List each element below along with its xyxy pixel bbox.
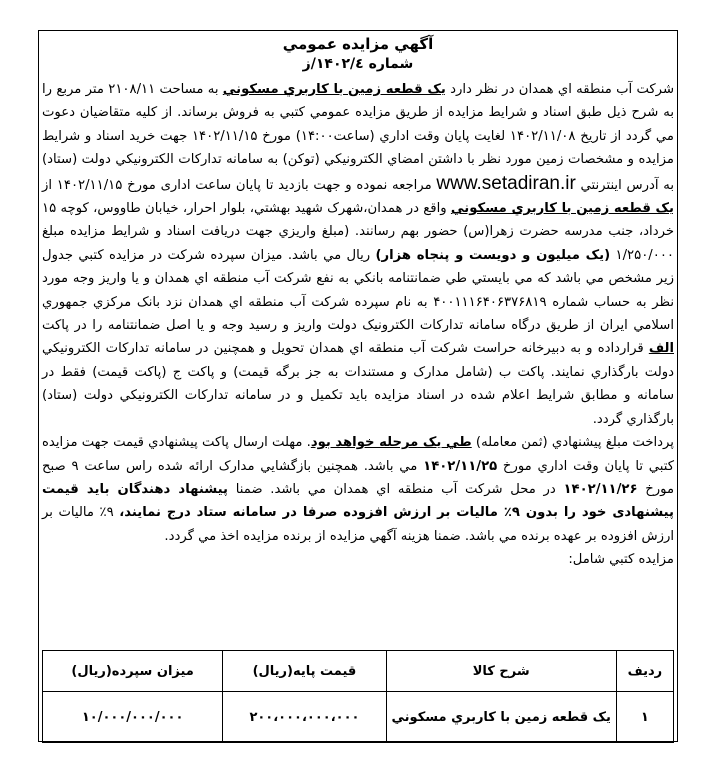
deadline-date: ۱۴۰۲/۱۱/۲۵ bbox=[423, 458, 498, 474]
fee-in-words: (يک ميليون و دويست و پنجاه هزار) bbox=[375, 247, 611, 263]
setad-website-link[interactable]: www.setadiran.ir bbox=[436, 172, 576, 194]
header-description: شرح کالا bbox=[386, 651, 616, 692]
cell-deposit: ۱۰/۰۰۰/۰۰۰/۰۰۰ bbox=[43, 692, 223, 743]
table-row bbox=[43, 692, 674, 743]
auction-table bbox=[42, 650, 674, 743]
table-header-row bbox=[43, 651, 674, 692]
notice-paragraph-payment: پرداخت مبلغ پيشنهادي (ثمن معامله) طي يک مرحله خواهد بود. مهلت ارسال پاکت پيشنهادي قيمت جهت مزايده کتبي تا پايان وقت اداري مورخ ۱۴۰۲/۱۱/۲۵ مي باشد. همچنين بازگشايي مدارک ارائه شده راس ساعت ۹ صبح مورخ ۱۴۰۲/۱۱/۲۶ در محل شرکت آب منطقه اي همدان مي باشد. ضمنا پيشنهاد دهندگان بايد قيمت پيشنهادی خود را بدون ۹٪ ماليات بر ارزش افزوده صرفا در سامانه ستاد درج نمايند، ۹٪ ماليات بر ارزش افزوده بر عهده برنده مي باشد. ضمنا هزينه آگهي مزايده از برنده مزايده اخذ مي گردد. bbox=[42, 435, 675, 544]
cell-description: يک قطعه زمين با کاربري مسکوني bbox=[386, 692, 616, 743]
notice-number: شماره ۱۴۰۲/٤/ز bbox=[302, 56, 414, 72]
auction-table-wrapper bbox=[42, 650, 674, 742]
cell-row-number: ۱ bbox=[616, 692, 673, 743]
header-base-price: قيمت پايه(ريال) bbox=[223, 651, 386, 692]
land-description-underlined-2: يک قطعه زمين با کاربري مسکوني bbox=[450, 201, 675, 217]
envelope-alef: الف bbox=[648, 341, 674, 357]
header-deposit: ميزان سپرده(ريال) bbox=[43, 651, 223, 692]
land-description-underlined: يک قطعه زمين با کاربري مسکوني bbox=[222, 82, 446, 97]
notice-paragraph-main: شرکت آب منطقه اي همدان در نظر دارد يک قطعه زمين با کاربري مسکوني به مساحت ۲۱۰۸/۱۱ متر مربع را به شرح ذيل طبق اسناد و شرايط مزايده از طريق مزايده عمومي کتبي به فروش برساند. از کليه متقاضيان دعوت مي گردد از تاريخ ۱۴۰۲/۱۱/۰۸ لغايت پايان وقت اداري (ساعت۱۴:۰۰) مورخ ۱۴۰۲/۱۱/۱۵ جهت خريد اسناد و شرايط مزايده و مشخصات زمين مورد نظر با داشتن امضاي الکترونيکي (توکن) به سامانه تدارکات الکترونيکي دولت (ستاد) به آدرس اينترنتي www.setadiran.ir مراجعه نموده و جهت بازديد تا پايان ساعت اداری مورخ ۱۴۰۲/۱۱/۱۵ از يک قطعه زمين با کاربري مسکوني واقع در همدان،شهرک شهيد بهشتي، بلوار احرار، خيابان طاووس، کوچه ۱۵ خرداد، جنب مدرسه حضرت زهرا(س) حضور بهم رسانند. (مبلغ واريزي جهت دريافت اسناد و شرايط مزايده مبلغ ۱/۲۵۰/۰۰۰ (يک ميليون و دويست و پنجاه هزار) ريال مي باشد. ميزان سپرده شرکت در مزايده کتبي جدول زير مشخص مي باشد که مي بايستي طي ضمانتنامه بانکي به نفع شرکت آب منطقه اي همدان و يا واريز وجه مورد نظر به حساب شماره ۴۰۰۱۱۱۶۴۰۶۳۷۶۸۱۹ به نام سپرده شرکت آب منطقه اي همدان نزد بانک مرکزي جمهوري اسلامي ايران از طريق درگاه سامانه تدارکات الکترونيک دولت واريز و رسيد وجه و يا اصل ضمانتنامه را در پاکت الف قرارداده و به دبيرخانه حراست شرکت آب منطقه اي همدان تحويل و همچنين در سامانه تدارکات الکترونيکي دولت بارگذاري نمايند. پاکت ب (شامل مدارک و مستندات به جز برگه قيمت) و پاکت ج (پاکت قيمت) فقط در سامانه و مطابق شرايط اعلام شده در اسناد مزايده بايد تکميل و در سامانه تدارکات الکترونيکي دولت (ستاد) بارگذاري گردد. bbox=[42, 82, 675, 427]
header-row-number: رديف bbox=[616, 651, 673, 692]
opening-date: ۱۴۰۲/۱۱/۲۶ bbox=[563, 481, 638, 497]
table-intro: مزايده کتبي شامل: bbox=[568, 552, 674, 568]
single-stage-payment: طي يک مرحله خواهد بود bbox=[310, 435, 472, 451]
cell-base-price: ۲۰۰،۰۰۰،۰۰۰،۰۰۰ bbox=[223, 692, 386, 743]
vat-notice-bold: پيشنهاد دهندگان بايد قيمت پيشنهادی خود را بدون ۹٪ ماليات بر ارزش افزوده صرفا در سامانه ستاد درج نمايند، bbox=[42, 481, 674, 521]
notice-title: آگهي مزايده عمومي bbox=[282, 35, 434, 53]
notice-body bbox=[42, 34, 674, 572]
